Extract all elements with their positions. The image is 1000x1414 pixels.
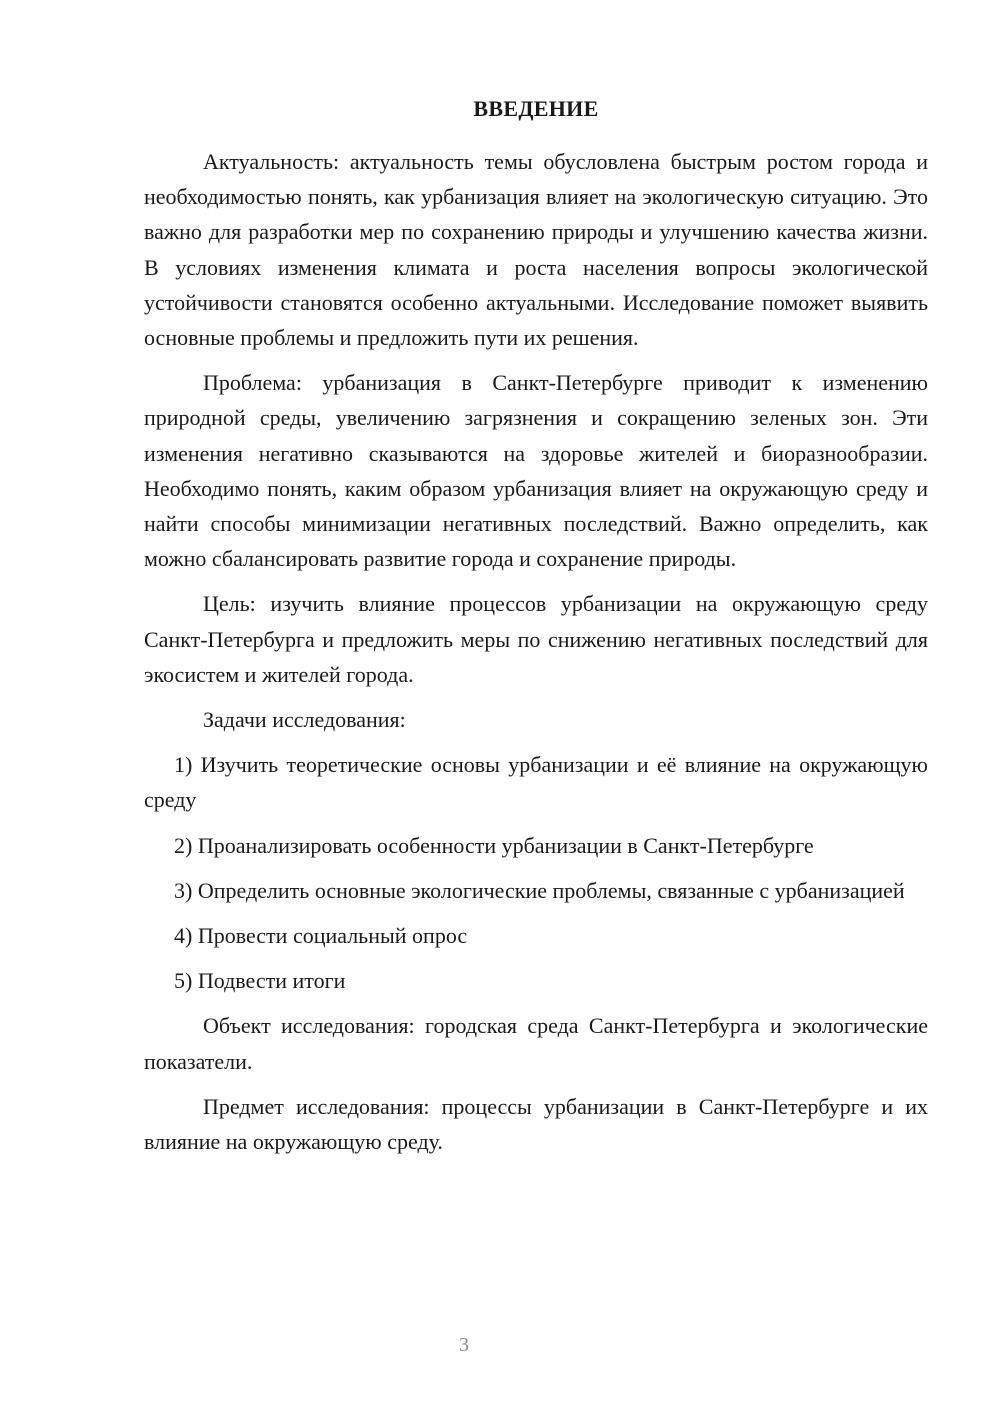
task-item-3: 3) Определить основные экологические проблемы, связанные с урбанизацией xyxy=(174,877,905,903)
subject-paragraph: Предмет исследования: процессы урбанизации в Санкт-Петербурге и их влияние на окружающую среду. xyxy=(144,1093,928,1155)
relevance-paragraph: Актуальность: актуальность темы обусловлена быстрым ростом города и необходимостью понять, как урбанизация влияет на экологическую ситуацию. Это важно для разработки мер по сохранению природы и улучшению качества жизни. В условиях изменения климата и роста населения вопросы экологической устойчивости становятся особенно актуальными. Исследование поможет выявить основные проблемы и предложить пути их решения. xyxy=(144,149,928,351)
task-item-4: 4) Провести социальный опрос xyxy=(174,923,468,949)
tasks-heading: Задачи исследования: xyxy=(203,707,406,733)
goal-paragraph: Цель: изучить влияние процессов урбанизации на окружающую среду Санкт-Петербурга и предложить меры по снижению негативных последствий для экосистем и жителей города. xyxy=(144,591,928,687)
page-title: ВВЕДЕНИЕ xyxy=(473,96,599,121)
object-paragraph: Объект исследования: городская среда Санкт-Петербурга и экологические показатели. xyxy=(144,1013,928,1074)
task-item-2: 2) Проанализировать особенности урбанизации в Санкт-Петербурге xyxy=(174,832,814,858)
problem-paragraph: Проблема: урбанизация в Санкт-Петербурге приводит к изменению природной среды, увеличению загрязнения и сокращению зеленых зон. Эти изменения негативно сказываются на здоровье жителей и биоразнообразии. Необходимо понять, каким образом урбанизация влияет на окружающую среду и найти способы минимизации негативных последствий. Важно определить, как можно сбалансировать развитие города и сохранение природы. xyxy=(144,370,928,572)
page-content xyxy=(144,94,928,1169)
page-number: 3 xyxy=(459,1334,469,1356)
task-item-1: 1) Изучить теоретические основы урбанизации и её влияние на окружающую среду xyxy=(144,752,928,813)
task-item-5: 5) Подвести итоги xyxy=(174,968,346,994)
